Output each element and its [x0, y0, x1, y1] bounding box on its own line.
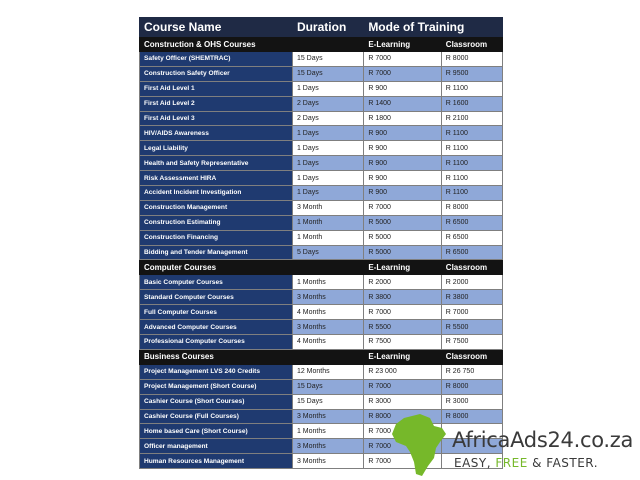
section-classroom-label: Classroom: [441, 349, 502, 364]
course-name-cell: Home based Care (Short Course): [140, 424, 293, 439]
elearning-price-cell: R 5000: [364, 215, 441, 230]
course-name-cell: Cashier Course (Full Courses): [140, 409, 293, 424]
elearning-price-cell: R 8000: [364, 409, 441, 424]
elearning-price-cell: R 7000: [364, 52, 441, 67]
elearning-price-cell: R 1400: [364, 96, 441, 111]
brand-name: AfricaAds24.co.za: [452, 428, 634, 452]
table-header-row: [140, 18, 503, 37]
classroom-price-cell: R 2000: [441, 275, 502, 290]
course-name-cell: Risk Assessment HIRA: [140, 171, 293, 186]
classroom-price-cell: R 7500: [441, 335, 502, 350]
duration-cell: 15 Days: [292, 394, 363, 409]
elearning-price-cell: R 7000: [364, 305, 441, 320]
course-name-cell: First Aid Level 3: [140, 111, 293, 126]
table-row: [140, 81, 503, 96]
table-row: [140, 290, 503, 305]
africa-map-icon: [390, 412, 460, 480]
table-row: [140, 245, 503, 260]
table-row: [140, 379, 503, 394]
elearning-price-cell: R 5000: [364, 245, 441, 260]
course-name-cell: Accident Incident Investigation: [140, 186, 293, 201]
course-name-cell: Full Computer Courses: [140, 305, 293, 320]
classroom-price-cell: R 1100: [441, 186, 502, 201]
section-classroom-label: Classroom: [441, 260, 502, 275]
elearning-price-cell: R 2000: [364, 275, 441, 290]
elearning-price-cell: R 7000: [364, 379, 441, 394]
tagline-part-free: FREE: [495, 456, 528, 470]
classroom-price-cell: R 6500: [441, 245, 502, 260]
brand-tagline: [454, 456, 598, 470]
duration-cell: 2 Days: [292, 111, 363, 126]
duration-cell: 1 Days: [292, 171, 363, 186]
duration-cell: 1 Month: [292, 230, 363, 245]
classroom-price-cell: R 1100: [441, 141, 502, 156]
classroom-price-cell: R 6500: [441, 215, 502, 230]
classroom-price-cell: R 3800: [441, 290, 502, 305]
course-name-cell: Safety Officer (SHEMTRAC): [140, 52, 293, 67]
header-mode-of-training: Mode of Training: [364, 18, 503, 37]
course-name-cell: Construction Management: [140, 200, 293, 215]
course-name-cell: Standard Computer Courses: [140, 290, 293, 305]
course-name-cell: Construction Financing: [140, 230, 293, 245]
section-header-row: [140, 260, 503, 275]
elearning-price-cell: R 1800: [364, 111, 441, 126]
classroom-price-cell: R 5500: [441, 320, 502, 335]
section-title: Construction & OHS Courses: [140, 37, 364, 52]
duration-cell: 3 Months: [292, 454, 363, 469]
elearning-price-cell: R 900: [364, 171, 441, 186]
duration-cell: 3 Month: [292, 200, 363, 215]
classroom-price-cell: R 8000: [441, 409, 502, 424]
classroom-price-cell: R 9500: [441, 66, 502, 81]
duration-cell: 1 Months: [292, 275, 363, 290]
duration-cell: 1 Month: [292, 215, 363, 230]
duration-cell: 5 Days: [292, 245, 363, 260]
duration-cell: 1 Days: [292, 126, 363, 141]
course-name-cell: Legal Liability: [140, 141, 293, 156]
duration-cell: 15 Days: [292, 66, 363, 81]
table-row: [140, 96, 503, 111]
table-row: [140, 394, 503, 409]
duration-cell: 1 Days: [292, 81, 363, 96]
classroom-price-cell: R 1100: [441, 171, 502, 186]
classroom-price-cell: R 1100: [441, 156, 502, 171]
table-row: [140, 126, 503, 141]
course-name-cell: Health and Safety Representative: [140, 156, 293, 171]
duration-cell: 3 Months: [292, 290, 363, 305]
table-row: [140, 275, 503, 290]
table-row: [140, 215, 503, 230]
course-price-table: [139, 17, 503, 469]
course-name-cell: Officer management: [140, 439, 293, 454]
duration-cell: 15 Days: [292, 379, 363, 394]
elearning-price-cell: R 7000: [364, 439, 441, 454]
course-name-cell: Cashier Course (Short Courses): [140, 394, 293, 409]
table-row: [140, 186, 503, 201]
table-row: [140, 320, 503, 335]
course-name-cell: Construction Safety Officer: [140, 66, 293, 81]
duration-cell: 2 Days: [292, 96, 363, 111]
course-name-cell: Project Management (Short Course): [140, 379, 293, 394]
duration-cell: 1 Days: [292, 156, 363, 171]
classroom-price-cell: R 1600: [441, 96, 502, 111]
classroom-price-cell: R 3000: [441, 394, 502, 409]
classroom-price-cell: R 8000: [441, 379, 502, 394]
table-row: [140, 111, 503, 126]
africaads-watermark: [390, 412, 640, 480]
section-header-row: [140, 349, 503, 364]
elearning-price-cell: R 5500: [364, 320, 441, 335]
table-row: [140, 171, 503, 186]
table-row: [140, 364, 503, 379]
elearning-price-cell: R 23 000: [364, 364, 441, 379]
table-row: [140, 66, 503, 81]
duration-cell: 12 Months: [292, 364, 363, 379]
section-title: Business Courses: [140, 349, 364, 364]
course-name-cell: Bidding and Tender Management: [140, 245, 293, 260]
elearning-price-cell: R 900: [364, 156, 441, 171]
duration-cell: 3 Months: [292, 409, 363, 424]
duration-cell: 4 Months: [292, 305, 363, 320]
table-row: [140, 200, 503, 215]
duration-cell: 1 Days: [292, 186, 363, 201]
course-name-cell: Construction Estimating: [140, 215, 293, 230]
section-title: Computer Courses: [140, 260, 364, 275]
elearning-price-cell: R 900: [364, 186, 441, 201]
elearning-price-cell: R 7000: [364, 424, 441, 439]
duration-cell: 1 Months: [292, 424, 363, 439]
course-name-cell: Human Resources Management: [140, 454, 293, 469]
table-row: [140, 141, 503, 156]
table-row: [140, 156, 503, 171]
elearning-price-cell: R 7000: [364, 454, 441, 469]
duration-cell: 15 Days: [292, 52, 363, 67]
table-row: [140, 230, 503, 245]
section-elearning-label: E-Learning: [364, 349, 441, 364]
tagline-part-faster: & FASTER.: [527, 456, 599, 470]
elearning-price-cell: R 900: [364, 126, 441, 141]
section-elearning-label: E-Learning: [364, 37, 441, 52]
course-name-cell: First Aid Level 1: [140, 81, 293, 96]
duration-cell: 3 Months: [292, 439, 363, 454]
elearning-price-cell: R 3800: [364, 290, 441, 305]
elearning-price-cell: R 900: [364, 141, 441, 156]
classroom-price-cell: R 2100: [441, 111, 502, 126]
classroom-price-cell: R 8000: [441, 200, 502, 215]
elearning-price-cell: R 7000: [364, 200, 441, 215]
duration-cell: 4 Months: [292, 335, 363, 350]
classroom-price-cell: R 6500: [441, 230, 502, 245]
elearning-price-cell: R 7000: [364, 66, 441, 81]
header-course-name: Course Name: [140, 18, 293, 37]
course-name-cell: Advanced Computer Courses: [140, 320, 293, 335]
classroom-price-cell: R 1100: [441, 81, 502, 96]
elearning-price-cell: R 5000: [364, 230, 441, 245]
section-classroom-label: Classroom: [441, 37, 502, 52]
classroom-price-cell: R 7000: [441, 305, 502, 320]
tagline-part-easy: EASY,: [454, 456, 496, 470]
duration-cell: 3 Months: [292, 320, 363, 335]
table-row: [140, 305, 503, 320]
elearning-price-cell: R 7500: [364, 335, 441, 350]
classroom-price-cell: R 26 750: [441, 364, 502, 379]
course-name-cell: Project Management LVS 240 Credits: [140, 364, 293, 379]
course-name-cell: Professional Computer Courses: [140, 335, 293, 350]
section-header-row: [140, 37, 503, 52]
header-duration: Duration: [292, 18, 363, 37]
course-name-cell: Basic Computer Courses: [140, 275, 293, 290]
duration-cell: 1 Days: [292, 141, 363, 156]
classroom-price-cell: R 8000: [441, 52, 502, 67]
course-name-cell: HIV/AIDS Awareness: [140, 126, 293, 141]
table-body: [140, 18, 503, 469]
table-row: [140, 52, 503, 67]
elearning-price-cell: R 900: [364, 81, 441, 96]
elearning-price-cell: R 3000: [364, 394, 441, 409]
classroom-price-cell: R 1100: [441, 126, 502, 141]
section-elearning-label: E-Learning: [364, 260, 441, 275]
table-row: [140, 335, 503, 350]
course-name-cell: First Aid Level 2: [140, 96, 293, 111]
